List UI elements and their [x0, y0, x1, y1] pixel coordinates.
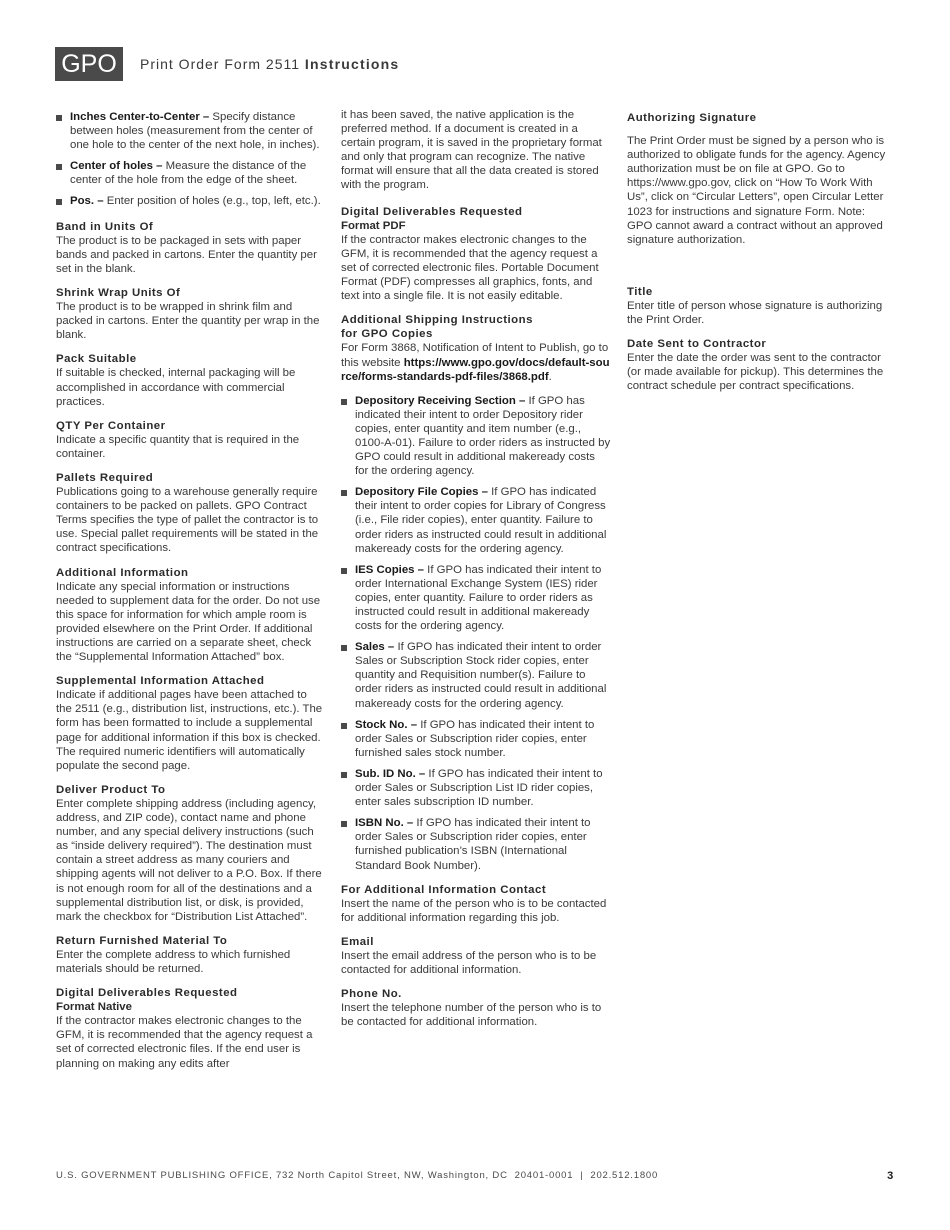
square-bullet-icon [341, 568, 347, 574]
section-continued [341, 108, 611, 193]
bullet-lead: Inches Center-to-Center – [70, 111, 210, 123]
section-body [341, 341, 611, 383]
section-digital-native [56, 986, 324, 1071]
section-phone [341, 987, 611, 1029]
column-2 [341, 108, 611, 1039]
section-supplemental [56, 674, 324, 773]
section-shipping [341, 313, 611, 383]
section-authorizing-signature [627, 111, 891, 247]
square-bullet-icon [56, 164, 62, 170]
section-body: Enter the complete address to which furnished materials should be returned. [56, 948, 291, 975]
square-bullet-icon [341, 399, 347, 405]
section-return-material [56, 934, 324, 976]
bullet-lead: Depository Receiving Section – [355, 394, 526, 407]
section-body: The product is to be wrapped in shrink film and packed in cartons. Enter the quantity per wrap in the blank. [56, 301, 320, 342]
hole-bullets [56, 110, 324, 209]
list-item [341, 718, 611, 760]
list-item [341, 485, 611, 555]
section-heading: Date Sent to Contractor [627, 338, 767, 351]
section-body: Enter the date the order was sent to the contractor (or made available for pickup). This determines the contract schedule per contract specifications. [627, 352, 884, 393]
section-title [627, 285, 891, 327]
title-bold: Instructions [304, 56, 400, 72]
bullet-lead: ISBN No. – [355, 817, 414, 830]
bullet-text: If GPO has indicated their intent to order Depository rider copies, enter quantity and item number (e.g., 0100-A-01). Failure to order riders as instructed by GPO could result in additional makeready costs for the ordering agency. [355, 394, 611, 478]
square-bullet-icon [341, 821, 347, 827]
section-body: Publications going to a warehouse generally require containers to be packed on pallets. GPO Contract Terms specifies the type of pallet the contractor is to use. Special pallet requirements will be stated in the contract specifications. [56, 486, 319, 555]
section-body: Insert the email address of the person who is to be contacted for additional information. [341, 949, 597, 977]
section-pallets [56, 471, 324, 556]
rider-bullets [341, 394, 611, 873]
section-body: The Print Order must be signed by a person who is authorized to obligate funds for the agency. Agency authorization must be on file at GPO. Go to https://www.gpo.gov, click on “How To Work With Us”, click on “Circular Letters”, open Circular Letter 1023 for instructions and signature Form. Note: GPO cannot award a contract without an approved signature authorization. [627, 135, 886, 246]
page-number: 3 [887, 1170, 894, 1182]
body-prefix: For Form 3868, Notification of Intent to Publish, go to this website [341, 342, 609, 369]
bullet-text: Enter position of holes (e.g., top, left, etc.). [103, 195, 321, 208]
section-additional-info [56, 566, 324, 665]
list-item [341, 816, 611, 872]
section-heading: Supplemental Information Attached [56, 675, 265, 688]
section-body: it has been saved, the native application is the preferred method. If a document is created in a certain program, it is saved in the proprietary format and only that program can recognize. The native format will ensure that all the data created is stored with the program. [341, 109, 602, 192]
gpo-logo: GPO [55, 47, 123, 81]
list-item [341, 563, 611, 633]
section-heading: Digital Deliverables Requested [341, 205, 523, 218]
section-body: The product is to be packaged in sets with paper bands and packed in cartons. Enter the quantity per set in the blank. [56, 234, 317, 275]
section-heading: Pack Suitable [56, 353, 137, 366]
section-heading: Additional Information [56, 566, 189, 579]
section-band [56, 220, 324, 276]
footer-address: U.S. GOVERNMENT PUBLISHING OFFICE, 732 North Capitol Street, NW, Washington, DC 20401-0001 | 202.512.1800 [56, 1170, 659, 1181]
section-heading: Additional Shipping Instructions [341, 314, 533, 327]
section-body: Indicate a specific quantity that is required in the container. [56, 433, 300, 460]
section-heading: Band in Units Of [56, 220, 154, 233]
section-heading: Digital Deliverables Requested [56, 987, 238, 1000]
column-1 [56, 110, 324, 1081]
section-pack-suitable [56, 352, 324, 408]
section-body: Enter title of person whose signature is authorizing the Print Order. [627, 299, 883, 327]
section-body: If the contractor makes electronic changes to the GFM, it is recommended that the agency request a set of corrected electronic files. Portable Document Format (PDF) compresses all graphics, fonts, and text into a single file. It is not easily editable. [341, 233, 599, 303]
bullet-lead: Center of holes – [70, 160, 163, 173]
section-date-sent [627, 337, 891, 393]
section-body: If the contractor makes electronic changes to the GFM, it is recommended that the agency request a set of corrected electronic files. If the end user is planning on making any edits after [56, 1015, 313, 1070]
section-heading: QTY Per Container [56, 419, 166, 432]
section-heading: Deliver Product To [56, 783, 166, 796]
section-body: Indicate if additional pages have been attached to the 2511 (e.g., distribution list, instructions, etc.). The form has been formatted to include a supplemental page for additional information if this box is checked. The required numeric identifiers will automatically populate the second page. [56, 689, 323, 772]
section-qty-container [56, 419, 324, 461]
bullet-text: Specify distance between holes (measurement from the center of one hole to the center of the next hole, in inches). [70, 111, 320, 152]
list-item [341, 640, 611, 710]
page-header [55, 47, 399, 81]
section-digital-pdf [341, 205, 611, 304]
section-body: Indicate any special information or instructions needed to supplement data for the order. Do not use this space for information for which ample room is provided elsewhere on the Print Order. If additional instructions are carried on a separate sheet, check the “Supplemental Information Attached” box. [56, 580, 321, 664]
page-title [140, 56, 399, 72]
section-email [341, 935, 611, 977]
column-3 [627, 111, 891, 404]
section-subheading: Format PDF [341, 219, 406, 232]
form-3868-link[interactable]: https://www.gpo.gov/docs/default-source/forms-standards-pdf-files/3868.pdf [341, 356, 610, 383]
section-heading: Shrink Wrap Units Of [56, 286, 181, 299]
section-body: If suitable is checked, internal packaging will be accomplished in accordance with commercial practices. [56, 367, 296, 408]
bullet-text: Measure the distance of the center of the hole from the edge of the sheet. [70, 160, 307, 187]
section-heading: Authorizing Signature [627, 112, 757, 124]
section-heading: Pallets Required [56, 471, 154, 484]
section-heading: Title [627, 285, 653, 298]
bullet-text: If GPO has indicated their intent to order International Exchange System (IES) rider copies, enter quantity. Failure to order riders as instructed could result in additional makeready costs for the ordering agency. [355, 563, 602, 633]
bullet-text: If GPO has indicated their intent to order Sales or Subscription Stock rider copies, enter quantity and Requisition number(s). Failure to order riders as instructed could result in additional makeready costs for the ordering agency. [355, 641, 607, 710]
section-heading: Phone No. [341, 988, 402, 1001]
section-shrink-wrap [56, 286, 324, 342]
square-bullet-icon [341, 723, 347, 729]
bullet-lead: Sub. ID No. – [355, 767, 426, 780]
list-item [56, 194, 324, 208]
list-item [341, 394, 611, 479]
section-body: Enter complete shipping address (including agency, address, and ZIP code), contact name and phone number, and any special delivery instructions (such as “inside delivery required”). The destination must contain a street address as many couriers and shipping agents will not deliver to a P.O. Box. If there is not enough room for all of the destinations and a supplemental distribution list, or disk, is provided, mark the checkbox for “Distribution List Attached”. [56, 797, 322, 923]
bullet-lead: Sales – [355, 641, 395, 654]
list-item [56, 110, 324, 152]
section-heading: For Additional Information Contact [341, 883, 547, 896]
section-heading-line2: for GPO Copies [341, 328, 433, 341]
title-prefix: Print Order Form 2511 [140, 56, 305, 72]
bullet-text: If GPO has indicated their intent to order Sales or Subscription List ID rider copies, enter sales subscription ID number. [355, 767, 603, 809]
bullet-lead: Depository File Copies – [355, 486, 488, 499]
page-footer [56, 1170, 894, 1181]
section-subheading: Format Native [56, 1001, 132, 1014]
section-body: Insert the telephone number of the person who is to be contacted for additional information. [341, 1002, 602, 1029]
list-item [56, 159, 324, 187]
bullet-text: If GPO has indicated their intent to order Sales or Subscription rider copies, enter furnished publication’s ISBN (International Standard Book Number). [355, 817, 591, 872]
bullet-lead: Stock No. – [355, 718, 418, 731]
bullet-lead: Pos. – [70, 195, 104, 208]
square-bullet-icon [341, 490, 347, 496]
list-item [341, 767, 611, 809]
section-deliver-to [56, 783, 324, 924]
body-suffix: . [548, 370, 552, 383]
section-heading: Return Furnished Material To [56, 934, 228, 947]
square-bullet-icon [56, 115, 62, 121]
bullet-text: If GPO has indicated their intent to order copies for Library of Congress (i.e., File rider copies), enter quantity. Failure to order riders as instructed could result in additional makeready costs for the ordering agency. [355, 486, 607, 555]
section-contact [341, 883, 611, 925]
section-heading: Email [341, 935, 374, 948]
square-bullet-icon [56, 199, 62, 205]
section-body: Insert the name of the person who is to be contacted for additional information regarding this job. [341, 897, 607, 924]
bullet-text: If GPO has indicated their intent to order Sales or Subscription rider copies, enter furnished sales stock number. [355, 718, 595, 759]
square-bullet-icon [341, 772, 347, 778]
bullet-lead: IES Copies – [355, 563, 425, 576]
square-bullet-icon [341, 645, 347, 651]
